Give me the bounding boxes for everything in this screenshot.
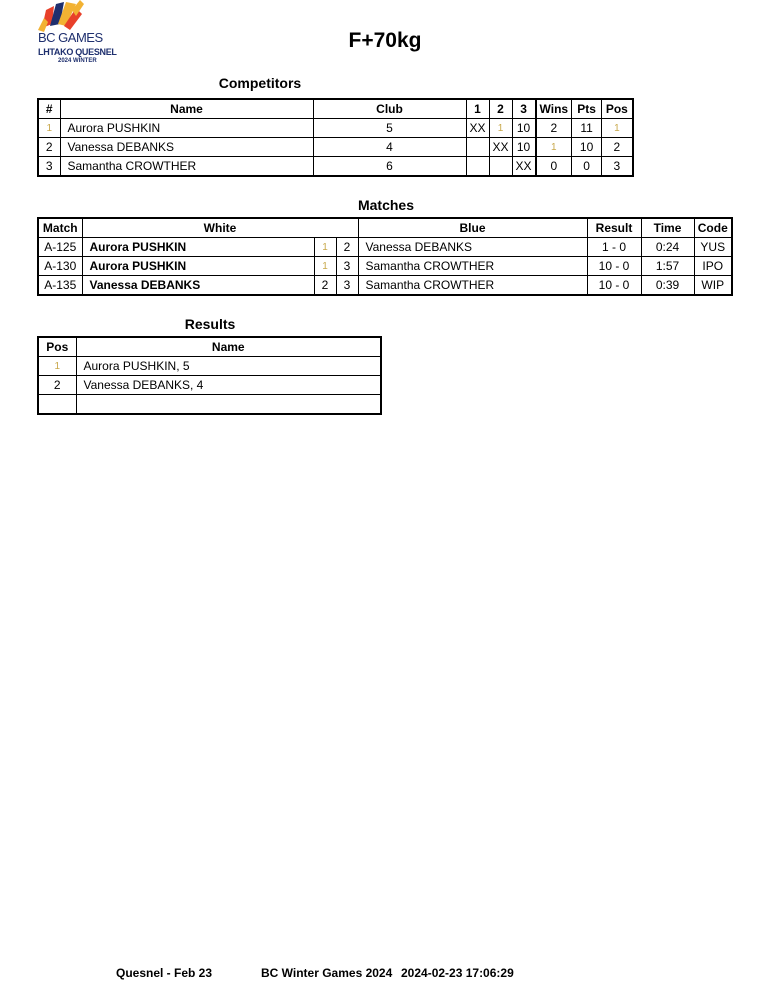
results-title: Results (184, 316, 236, 332)
match-time: 0:39 (641, 276, 694, 296)
result-name (76, 395, 381, 415)
table-row (38, 276, 732, 296)
results-table (37, 336, 382, 415)
header-pos: Pos (602, 99, 633, 119)
competitor-num: 3 (38, 157, 60, 177)
match-time: 1:57 (641, 257, 694, 276)
competitor-name: Aurora PUSHKIN (60, 119, 313, 138)
header-pts: Pts (572, 99, 602, 119)
match-time: 0:24 (641, 238, 694, 257)
header-num: # (38, 99, 60, 119)
match-white-name: Aurora PUSHKIN (82, 257, 314, 276)
footer-timestamp: 2024-02-23 17:06:29 (401, 966, 514, 980)
header-name: Name (60, 99, 313, 119)
result-pos: 1 (38, 357, 76, 376)
match-result: 10 - 0 (587, 257, 641, 276)
matches-header-row (38, 218, 732, 238)
competitors-table (37, 98, 634, 177)
competitor-pts: 10 (572, 138, 602, 157)
logo-text-bc-games: BC GAMES (38, 30, 103, 45)
competitor-name: Vanessa DEBANKS (60, 138, 313, 157)
header-club: Club (313, 99, 466, 119)
match-code: IPO (694, 257, 732, 276)
header-white: White (82, 218, 358, 238)
footer-location: Quesnel - Feb 23 (116, 966, 213, 980)
header-pos: Pos (38, 337, 76, 357)
header-round-2: 2 (489, 99, 512, 119)
table-row (38, 157, 633, 177)
footer-event: BC Winter Games 2024 (261, 966, 393, 980)
competitor-r3: 10 (512, 138, 536, 157)
competitor-r3: 10 (512, 119, 536, 138)
match-id: A-135 (38, 276, 82, 296)
logo-text-season: 2024 WINTER (58, 58, 97, 64)
competitor-pts: 11 (572, 119, 602, 138)
competitor-num: 1 (38, 119, 60, 138)
match-blue-num: 3 (336, 257, 358, 276)
result-pos: 2 (38, 376, 76, 395)
header-blue: Blue (358, 218, 587, 238)
competitor-r2: XX (489, 138, 512, 157)
matches-title: Matches (357, 197, 415, 213)
match-blue-name: Vanessa DEBANKS (358, 238, 587, 257)
page-title: F+70kg (348, 29, 422, 52)
header-time: Time (641, 218, 694, 238)
header-code: Code (694, 218, 732, 238)
competitor-r1 (466, 157, 489, 177)
competitor-r2: 1 (489, 119, 512, 138)
match-id: A-125 (38, 238, 82, 257)
match-code: WIP (694, 276, 732, 296)
header-round-3: 3 (512, 99, 536, 119)
table-row (38, 357, 381, 376)
competitors-title: Competitors (218, 75, 302, 91)
match-result: 1 - 0 (587, 238, 641, 257)
competitor-club: 4 (313, 138, 466, 157)
competitor-r3: XX (512, 157, 536, 177)
header-name: Name (76, 337, 381, 357)
competitor-r1 (466, 138, 489, 157)
match-blue-num: 3 (336, 276, 358, 296)
match-white-num: 2 (314, 276, 336, 296)
competitor-r1: XX (466, 119, 489, 138)
logo-text-location: LHTAKO QUESNEL (38, 47, 117, 57)
table-row (38, 395, 381, 415)
header-result: Result (587, 218, 641, 238)
competitor-name: Samantha CROWTHER (60, 157, 313, 177)
header-match: Match (38, 218, 82, 238)
results-header-row (38, 337, 381, 357)
header-round-1: 1 (466, 99, 489, 119)
result-name: Aurora PUSHKIN, 5 (76, 357, 381, 376)
match-blue-name: Samantha CROWTHER (358, 257, 587, 276)
match-white-name: Aurora PUSHKIN (82, 238, 314, 257)
match-white-num: 1 (314, 238, 336, 257)
competitor-pts: 0 (572, 157, 602, 177)
result-pos (38, 395, 76, 415)
competitor-wins: 0 (536, 157, 572, 177)
competitor-pos: 3 (602, 157, 633, 177)
table-row (38, 376, 381, 395)
bc-games-logo (36, 0, 117, 70)
competitor-club: 6 (313, 157, 466, 177)
match-id: A-130 (38, 257, 82, 276)
header-wins: Wins (536, 99, 572, 119)
table-row (38, 119, 633, 138)
competitor-num: 2 (38, 138, 60, 157)
competitor-pos: 1 (602, 119, 633, 138)
competitor-wins: 1 (536, 138, 572, 157)
match-white-num: 1 (314, 257, 336, 276)
table-row (38, 138, 633, 157)
competitors-header-row (38, 99, 633, 119)
match-result: 10 - 0 (587, 276, 641, 296)
match-blue-num: 2 (336, 238, 358, 257)
competitor-club: 5 (313, 119, 466, 138)
match-blue-name: Samantha CROWTHER (358, 276, 587, 296)
result-name: Vanessa DEBANKS, 4 (76, 376, 381, 395)
competitor-r2 (489, 157, 512, 177)
matches-table (37, 217, 733, 296)
competitor-wins: 2 (536, 119, 572, 138)
table-row (38, 238, 732, 257)
competitor-pos: 2 (602, 138, 633, 157)
table-row (38, 257, 732, 276)
match-white-name: Vanessa DEBANKS (82, 276, 314, 296)
match-code: YUS (694, 238, 732, 257)
torch-flame-icon (36, 0, 100, 34)
